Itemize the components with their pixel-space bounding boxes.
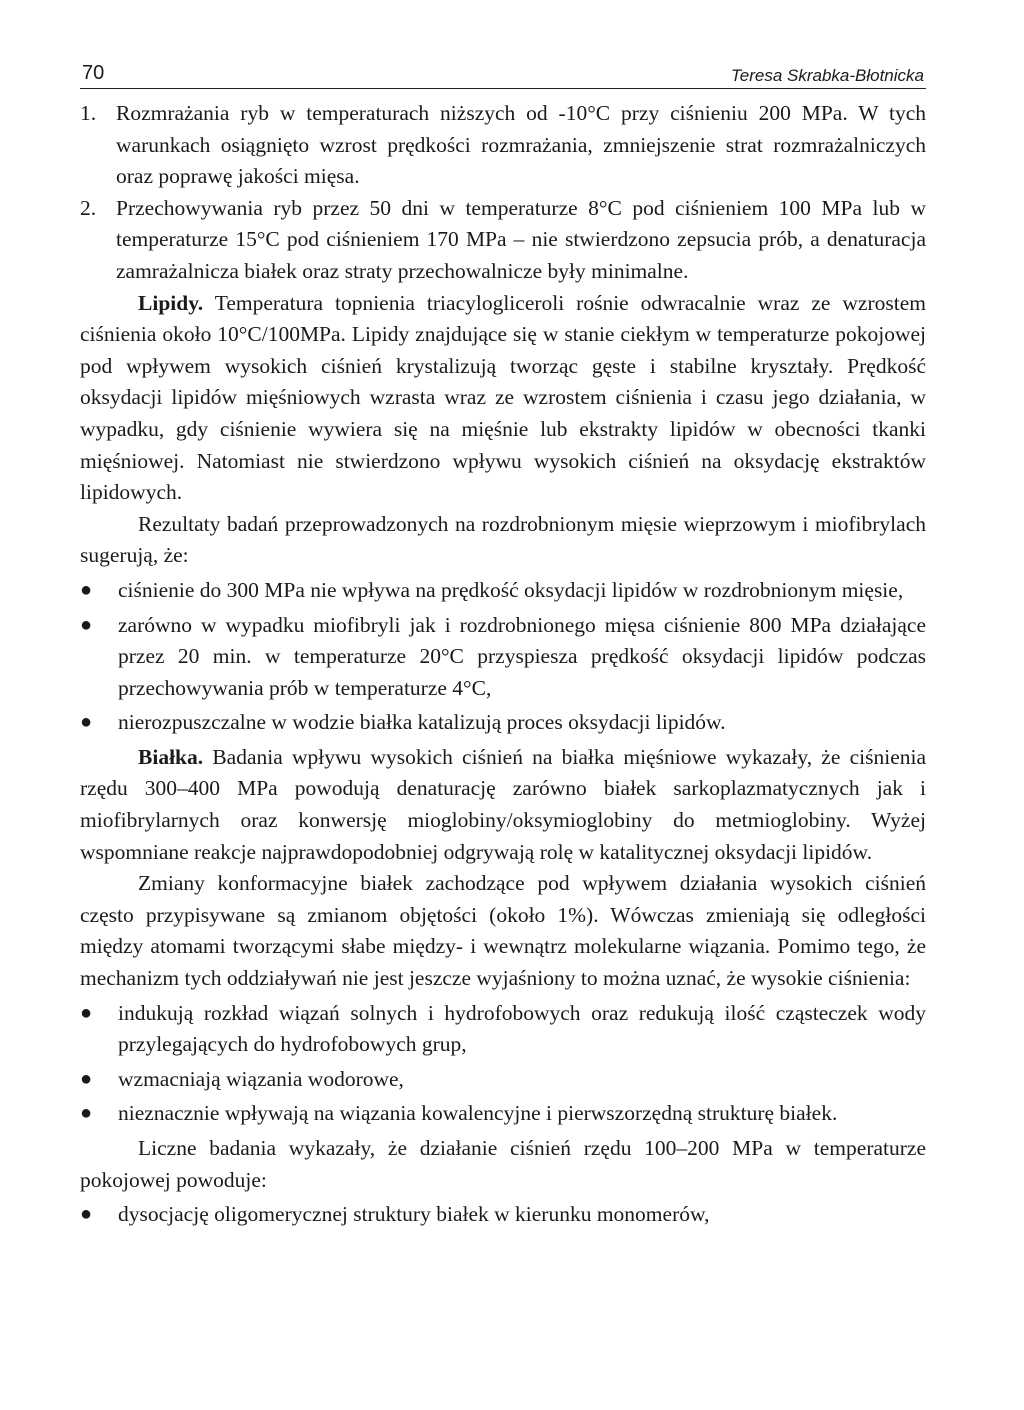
bullet-icon: ● — [80, 1102, 93, 1125]
bullet-icon: ● — [80, 613, 93, 636]
list-item-text: nierozpuszczalne w wodzie białka katalizują proces oksydacji lipidów. — [118, 710, 726, 735]
lipidy-paragraph — [80, 288, 926, 509]
bullet-icon: ● — [80, 1067, 93, 1090]
body-text — [80, 98, 926, 1234]
bullet-icon: ● — [80, 1001, 93, 1024]
rezultaty-paragraph: Rezultaty badań przeprowadzonych na rozdrobnionym mięsie wieprzowym i miofibrylach sugerują, że: — [80, 511, 926, 568]
list-item — [80, 610, 926, 705]
bialka-paragraph — [80, 742, 926, 868]
list-item-text: dysocjację oligomerycznej struktury białek w kierunku monomerów, — [118, 1202, 710, 1227]
list-item — [80, 1199, 926, 1231]
bullet-icon: ● — [80, 578, 93, 601]
bullet-icon: ● — [80, 1203, 93, 1226]
item-number: 1. — [80, 101, 97, 125]
list-item-text: indukują rozkład wiązań solnych i hydrofobowych oraz redukują ilość cząsteczek wody przylegających do hydrofobowych grup, — [118, 1000, 926, 1057]
liczne-list — [80, 1199, 926, 1231]
liczne-paragraph: Liczne badania wykazały, że działanie ciśnień rzędu 100–200 MPa w temperaturze pokojowej powoduje: — [80, 1136, 926, 1192]
list-item — [80, 575, 926, 607]
running-author: Teresa Skrabka-Błotnicka — [730, 66, 924, 85]
bialka-heading: Białka. — [138, 744, 204, 769]
rezultaty-list — [80, 575, 926, 739]
list-item — [80, 1064, 926, 1096]
numbered-item — [80, 98, 926, 193]
list-item — [80, 1098, 926, 1130]
page-number: 70 — [82, 62, 105, 84]
lipidy-text: Temperatura topnienia triacylogliceroli rośnie odwracalnie wraz ze wzrostem ciśnienia około 10°C/100MPa. Lipidy znajdujące się w stanie ciekłym w temperaturze pokojowej pod wpływem wysokich ciśnień krystalizują tworząc gęste i stabilne kryształy. Prędkość oksydacji lipidów mięśniowych wzrasta wraz ze wzrostem ciśnienia i czasu jego działania, w wypadku, gdy ciśnienie wywiera się na mięśnie lub ekstrakty lipidów w obecności tkanki mięśniowej. Natomiast nie stwierdzono wpływu wysokich ciśnień na oksydację ekstraktów lipidowych. — [80, 290, 926, 505]
running-header — [80, 62, 926, 89]
zmiany-paragraph: Zmiany konformacyjne białek zachodzące pod wpływem działania wysokich ciśnień często przypisywane są zmianom objętości (około 1%). Wówczas zmieniają się odległości między atomami tworzącymi słabe między- i wewnątrz molekularne wiązania. Pomimo tego, że mechanizm tych oddziaływań nie jest jeszcze wyjaśniony to można uznać, że wysokie ciśnienia: — [80, 871, 926, 991]
item-number: 2. — [80, 195, 97, 220]
bullet-icon: ● — [80, 711, 93, 734]
list-item-text: ciśnienie do 300 MPa nie wpływa na prędkość oksydacji lipidów w rozdrobnionym mięsie, — [118, 577, 904, 602]
lipidy-heading: Lipidy. — [138, 290, 204, 315]
item-text: Rozmrażania ryb w temperaturach niższych od -10°C przy ciśnieniu 200 MPa. W tych warunkach osiągnięto wzrost prędkości rozmrażania, zmniejszenie strat rozmrażalniczych oraz poprawę jakości mięsa. — [116, 101, 926, 189]
item-text: Przechowywania ryb przez 50 dni w temperaturze 8°C pod ciśnieniem 100 MPa lub w temperaturze 15°C pod ciśnieniem 170 MPa – nie stwierdzono zepsucia prób, a denaturacja zamrażalnicza białek oraz straty przechowalnicze były minimalne. — [116, 195, 926, 283]
zmiany-list — [80, 998, 926, 1130]
numbered-item — [80, 193, 926, 288]
list-item-text: zarówno w wypadku miofibryli jak i rozdrobnionego mięsa ciśnienie 800 MPa działające przez 20 min. w temperaturze 20°C przyspiesza prędkość oksydacji lipidów podczas przechowywania prób w temperaturze 4°C, — [118, 612, 926, 700]
bialka-text: Badania wpływu wysokich ciśnień na białka mięśniowe wykazały, że ciśnienia rzędu 300–400 MPa powodują denaturację zarówno białek sarkoplazmatycznych jak i miofibrylarnych oraz konwersję mioglobiny/oksymioglobiny do metmioglobiny. Wyżej wspomniane reakcje najprawdopodobniej odgrywają rolę w katalitycznej oksydacji lipidów. — [80, 744, 927, 864]
list-item-text: wzmacniają wiązania wodorowe, — [118, 1066, 404, 1091]
list-item — [80, 998, 926, 1061]
list-item — [80, 707, 926, 739]
list-item-text: nieznacznie wpływają na wiązania kowalencyjne i pierwszorzędną strukturę białek. — [118, 1101, 838, 1126]
